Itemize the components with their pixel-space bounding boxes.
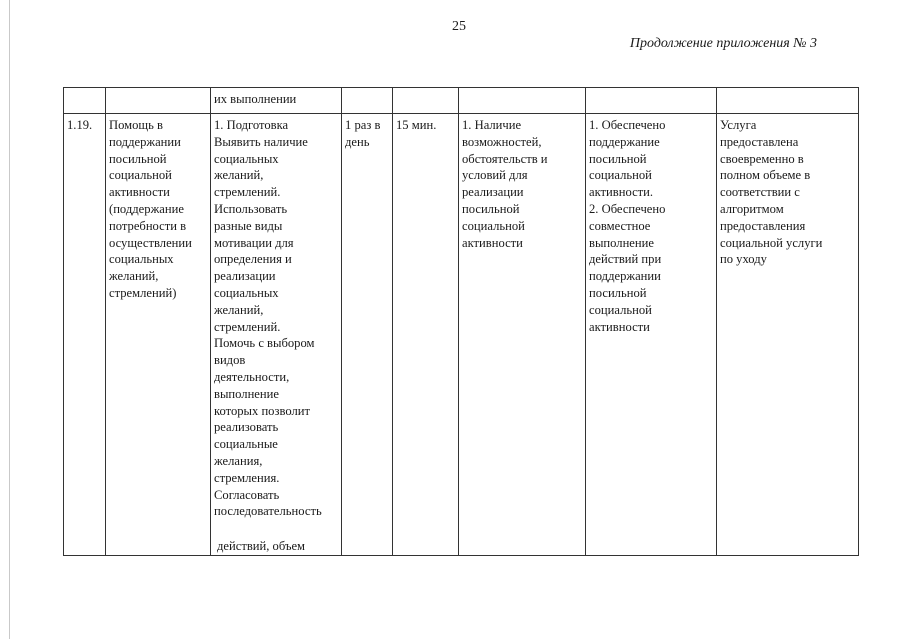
table-row [64, 114, 859, 556]
page-number: 25 [452, 19, 466, 34]
service-content-tail: действий, объем [217, 539, 306, 554]
service-content: 1. Подготовка Выявить наличие социальных желаний, стремлений. Использовать разные виды мотивации для определения и реализации социальных желаний, стремлений. Помочь с выбором видов деятельности, выполнение которых позволит реализовать социальные желания, стремления. Согласовать последовательность действий, объем [211, 114, 342, 556]
services-table [63, 87, 859, 556]
cell-quality [717, 88, 859, 114]
continuation-title: Продолжение приложения № 3 [629, 36, 817, 51]
cell-duration [393, 88, 459, 114]
table-row-continued [64, 88, 859, 114]
cell-conditions [459, 88, 586, 114]
service-duration: 15 мин. [393, 114, 459, 556]
cell-number [64, 88, 106, 114]
continued-text: их выполнении [214, 92, 297, 106]
service-frequency: 1 раз в день [342, 114, 393, 556]
service-quality: Услуга предоставлена своевременно в полном объеме в соответствии с алгоритмом предоставления социальной услуги по уходу [717, 114, 859, 556]
cell-results [586, 88, 717, 114]
service-name: Помощь в поддержании посильной социальной активности (поддержание потребности в осуществлении социальных желаний, стремлений) [106, 114, 211, 556]
page-margin-line [9, 0, 10, 639]
service-conditions: 1. Наличие возможностей, обстоятельств и условий для реализации посильной социальной активности [459, 114, 586, 556]
cell-content [211, 88, 342, 114]
service-results: 1. Обеспечено поддержание посильной социальной активности. 2. Обеспечено совместное выполнение действий при поддержании посильной социальной активности [586, 114, 717, 556]
cell-service [106, 88, 211, 114]
cell-frequency [342, 88, 393, 114]
row-number: 1.19. [64, 114, 106, 556]
